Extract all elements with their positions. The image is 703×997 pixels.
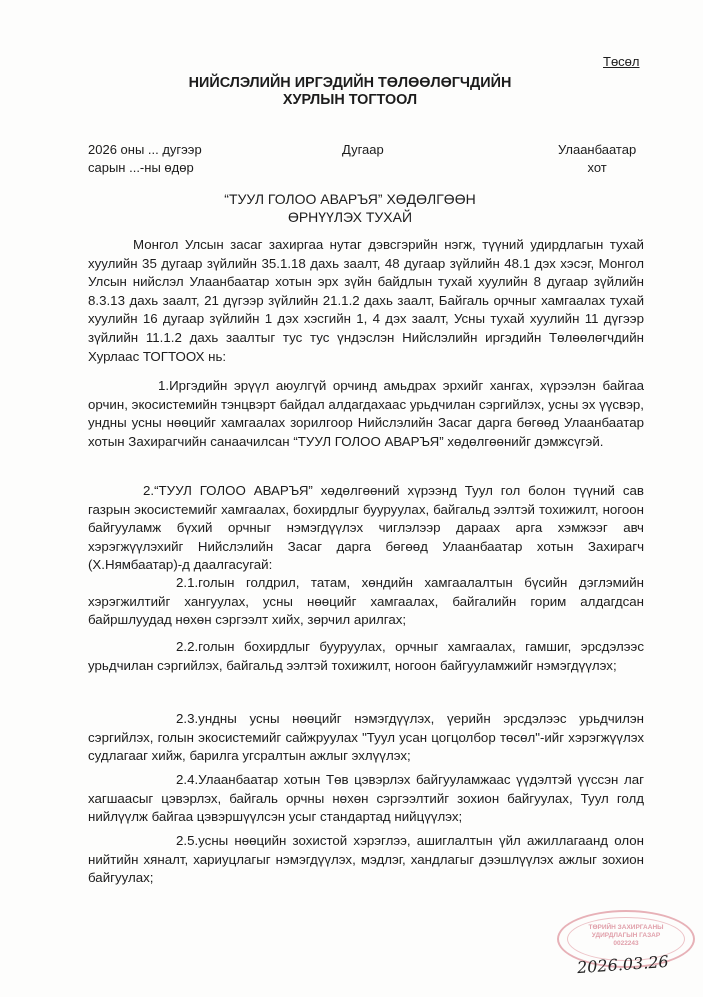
resolution-title bbox=[150, 190, 550, 226]
date-line-1: 2026 оны ... дугээр bbox=[88, 142, 202, 157]
subitem-2-5: 2.5.усны нөөцийн зохистой хэрэглээ, ашиглалтын үйл ажиллагаанд олон нийтийн хяналт, хариуцлагыг нэмэгдүүлэх, мэдлэг, хандлагыг дээшлүүлэх ажлыг зохион байгуулах; bbox=[88, 833, 644, 886]
title-line-1: “ТУУЛ ГОЛОО АВАРЪЯ” ХӨДӨЛГӨӨН bbox=[224, 191, 476, 207]
paragraph-2: 2.“ТУУЛ ГОЛОО АВАРЪЯ” хөдөлгөөний хүрээнд Туул гол болон түүний сав газрын экосистемийг хамгаалах, бохирдлыг бууруулах, байгальд ээлтэй тохижилт, ногоон байгууламж бүхий орчныг нэмэгдүүлэх чиглэлээр дараах арга хэмжээг авч хэрэгжүүлэхийг Нийслэлийн Засаг дарга бөгөөд Улаанбаатар хотын Захирагч (Х.Нямбаатар)-д даалгасугай: bbox=[88, 483, 644, 573]
subitem-2-3: 2.3.ундны усны нөөцийг нэмэгдүүлэх, үерийн эрсдэлээс урьдчилэн сэргийлэх, голын экосистемийг сайжруулах "Туул усан цогцолбор төсөл"-ийг хэрэгжүүлэх судлагааг хийж, барилга угсралтын ажлыг эхлүүлэх; bbox=[88, 711, 644, 764]
resolution-number: Дугаар bbox=[342, 142, 384, 157]
draft-label: Төсөл bbox=[603, 54, 640, 69]
place-line-2: хот bbox=[587, 160, 607, 175]
subitem-2-1: 2.1.голын голдрил, татам, хөндийн хамгаалалтын бүсийн дэглэмийн хэрэгжилтийг хангуулах, усны нөөцийг хамгаалах, байгалийн горим алдагдсан байршлуудад нөхөн сэргээлт хийх, зөрчил арилгах; bbox=[88, 575, 644, 628]
heading-line-1: НИЙСЛЭЛИЙН ИРГЭДИЙН ТӨЛӨӨЛӨГЧДИЙН bbox=[188, 75, 512, 91]
preamble-paragraph: Монгол Улсын засаг захиргаа нутаг дэвсгэрийн нэгж, түүний удирдлагын тухай хуулийн 35 дугаар зүйлийн 35.1.18 дахь заалт, 48 дугаар зүйлийн 48.1 дэх хэсэг, Монгол Улсын нийслэл Улаанбаатар хотын эрх зүйн байдлын тухай хуулийн 8 дугаар зүйлийн 8.3.13 дахь заалт, 21 дүгээр зүйлийн 21.1.2 дахь заалт, Байгаль орчныг хамгаалах тухай хуулийн 16 дугаар зүйлийн 1 дэх хэсгийн 1, 4 дэх заалт, Усны тухай хуулийн 11 дүгээр зүйлийн 11.1.2 дахь заалтыг тус тус үндэслэн Нийслэлийн иргэдийн Төлөөлөгчдийн Хурлаас ТОГТООХ нь: bbox=[88, 237, 644, 364]
handwritten-date: 2026.03.26 bbox=[576, 951, 670, 978]
paragraph-1: 1.Иргэдийн эрүүл аюулгүй орчинд амьдрах эрхийг хангах, хүрээлэн байгаа орчин, экосистемийн тэнцвэрт байдал алдагдахаас урьдчилан сэргийлэх, усны эх үүсвэр, ундны усны нөөцийг хамгаалах зорилгоор Нийслэлийн Засаг дарга бөгөөд Улаанбаатар хотын Захирагчийн санаачилсан “ТУУЛ ГОЛОО АВАРЪЯ” хөдөлгөөнийг дэмжсүгэй. bbox=[88, 378, 644, 449]
place-line-1: Улаанбаатар bbox=[558, 142, 637, 157]
heading-line-2: ХУРЛЫН ТОГТООЛ bbox=[282, 92, 418, 108]
title-line-2: ӨРНҮҮЛЭХ ТУХАЙ bbox=[287, 209, 413, 225]
stamp-line-1: ТӨРИЙН ЗАХИРГААНЫ bbox=[588, 924, 664, 931]
resolution-place bbox=[558, 141, 636, 177]
subitem-2-4: 2.4.Улаанбаатар хотын Төв цэвэрлэх байгууламжаас үүдэлтэй үүссэн лаг хагшаасыг цэвэрлэх, байгаль орчны нөхөн сэргээлтийг зохион байгуулах, Туул голд нийлүүлж байгаа цэвэршүүлсэн усыг стандартад нийцүүлэх; bbox=[88, 772, 644, 825]
stamp-line-3: 0022243 bbox=[613, 940, 639, 947]
stamp-line-2: УДИРДЛАГЫН ГАЗАР bbox=[591, 932, 661, 939]
subitem-2-2: 2.2.голын бохирдлыг бууруулах, орчныг хамгаалах, гамшиг, эрсдэлээс урьдчилан сэргийлэх, байгальд ээлтэй тохижилт, ногоон байгууламжийг нэмэгдүүлэх; bbox=[88, 639, 644, 673]
document-heading bbox=[150, 75, 550, 109]
resolution-date bbox=[88, 141, 202, 177]
date-line-2: сарын ...-ны өдөр bbox=[88, 160, 194, 175]
